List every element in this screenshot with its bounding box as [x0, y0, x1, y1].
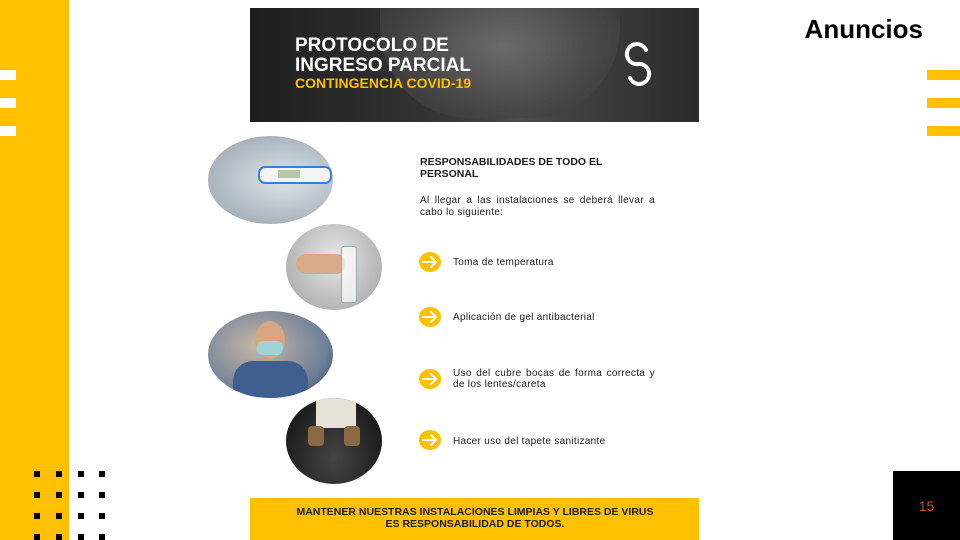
list-item: Aplicación de gel antibacterial: [453, 312, 595, 323]
left-stripe: [0, 70, 16, 80]
person-with-mask-photo: [208, 311, 333, 398]
slide-title: Anuncios: [804, 14, 923, 44]
banner-title-line2: INGRESO PARCIAL: [295, 55, 471, 76]
right-stripe: [927, 98, 960, 108]
right-stripe: [927, 126, 960, 136]
thermometer-photo: [208, 136, 333, 224]
left-accent-bar: [0, 0, 69, 540]
sanitizing-mat-photo: [286, 398, 382, 484]
poster-footer: [250, 498, 699, 540]
left-stripe: [0, 126, 16, 136]
footer-text: MANTENER NUESTRAS INSTALACIONES LIMPIAS Y LIBRES DE VIRUS ES RESPONSABILIDAD DE TODOS.: [296, 506, 654, 530]
page-number-box: [893, 471, 960, 540]
hand-sanitizer-photo: [286, 224, 382, 310]
intro-text: Al llegar a las instalaciones se deberá llevar a cabo lo siguiente:: [420, 195, 655, 218]
page-number: 15: [918, 497, 935, 514]
arrow-right-icon: [419, 369, 441, 389]
right-stripe: [927, 70, 960, 80]
list-item: Toma de temperatura: [453, 257, 554, 268]
banner-title-line1: PROTOCOLO DE: [295, 35, 449, 56]
banner-subtitle: CONTINGENCIA COVID-19: [295, 75, 472, 91]
covid-protocol-poster: [250, 8, 699, 540]
left-stripe: [0, 98, 16, 108]
list-item: Hacer uso del tapete sanitizante: [453, 436, 606, 447]
arrow-right-icon: [419, 430, 441, 450]
poster-banner: [250, 8, 699, 122]
list-item: Uso del cubre bocas de forma correcta y de los lentes/careta: [453, 368, 655, 390]
responsibilities-heading: RESPONSABILIDADES DE TODO EL PERSONAL: [420, 156, 603, 180]
arrow-right-icon: [419, 307, 441, 327]
s-logo-icon: [620, 42, 656, 86]
arrow-right-icon: [419, 252, 441, 272]
